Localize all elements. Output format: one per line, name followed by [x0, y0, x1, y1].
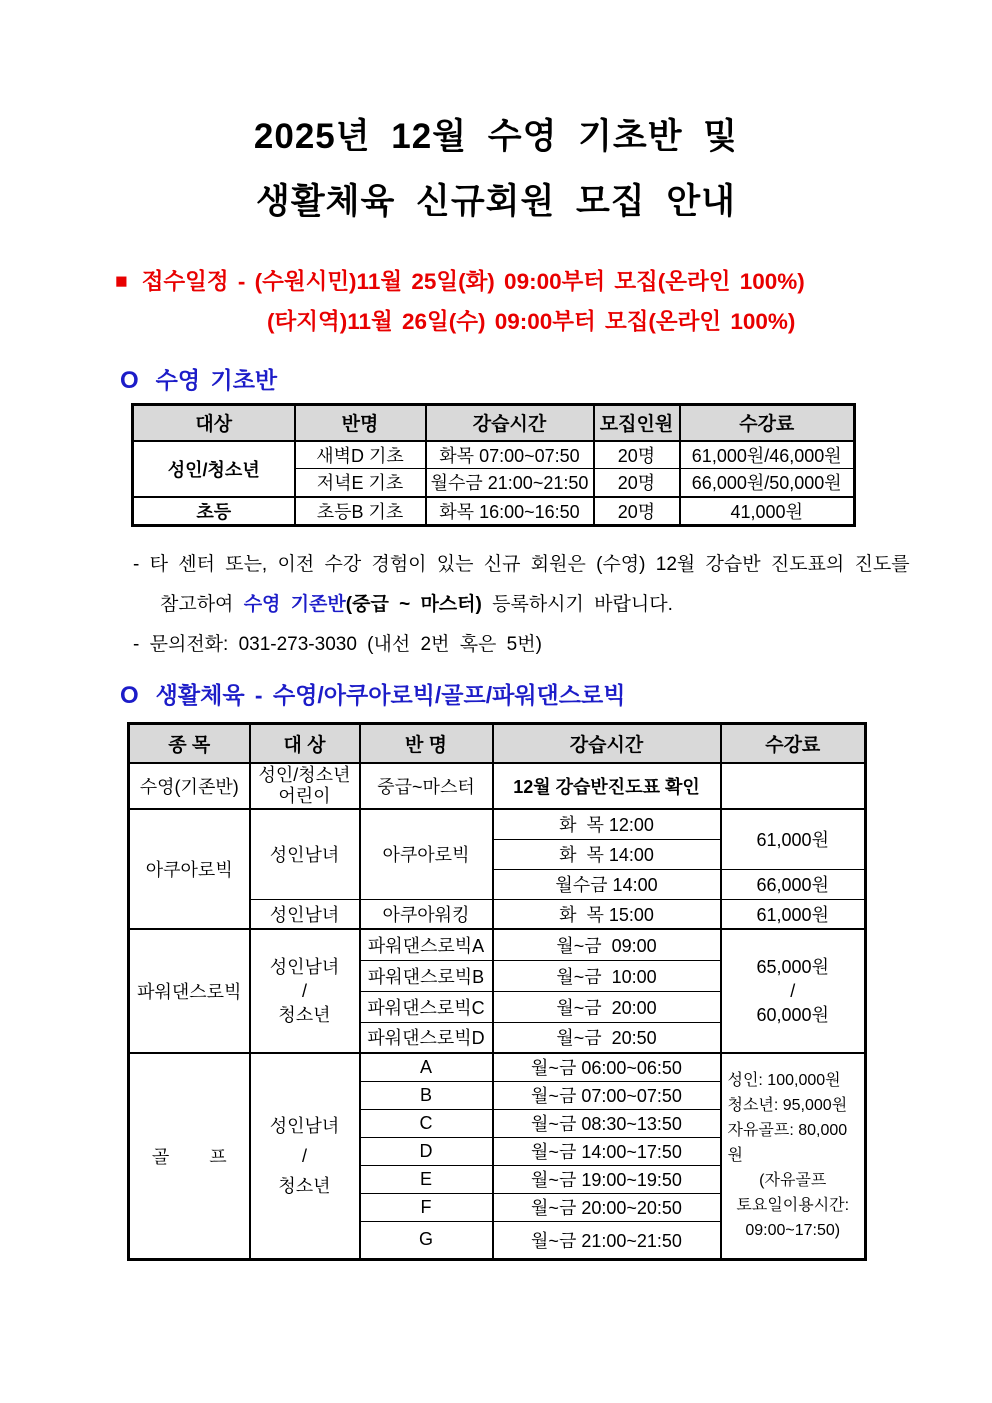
col-header-fee: 수강료	[721, 723, 866, 763]
cell-fee: 61,000원/46,000원	[680, 441, 855, 469]
notice-line-1-text: 접수일정 - (수원시민)11월 25일(화) 09:00부터 모집(온라인 100%)	[141, 269, 805, 294]
cell-target-line-2: /	[301, 1145, 307, 1166]
cell-fee: 66,000원	[721, 869, 866, 899]
cell-fee-empty	[721, 763, 866, 809]
cell-fee-line-2: 청소년: 95,000원	[727, 1097, 848, 1115]
cell-time: 화목 16:00~16:50	[426, 497, 594, 526]
section-marker-icon: O	[120, 681, 139, 709]
cell-class-name: 새벽D 기초	[295, 441, 426, 469]
cell-time: 월~금 20:00~20:50	[493, 1193, 721, 1221]
cell-time: 월~금 20:50	[493, 1022, 721, 1053]
notes-block	[0, 545, 992, 665]
cell-class-name: 초등B 기초	[295, 497, 426, 526]
cell-fee	[721, 929, 866, 1053]
cell-target-line-1: 성인남녀	[269, 957, 340, 977]
cell-class-name: 파워댄스로빅B	[360, 960, 493, 991]
notice-line-1	[115, 262, 992, 302]
cell-class-name: G	[360, 1221, 493, 1259]
cell-time: 화 목 15:00	[493, 899, 721, 929]
cell-time: 월~금 14:00~17:50	[493, 1137, 721, 1165]
table-header-row	[133, 405, 855, 441]
cell-sport: 수영(기존반)	[129, 763, 250, 809]
table-row-swim	[129, 763, 866, 809]
cell-class-name: 중급~마스터	[360, 763, 493, 809]
cell-fee-line-1: 65,000원	[756, 957, 829, 977]
cell-target-line-1: 성인남녀	[269, 1115, 340, 1136]
cell-fee-line-1: 성인: 100,000원	[727, 1072, 841, 1090]
note-line-2-bold: (중급 ~ 마스터)	[345, 593, 482, 615]
registration-notice	[0, 262, 992, 342]
cell-class-name: 아쿠아워킹	[360, 899, 493, 929]
cell-time: 월~금 08:30~13:50	[493, 1109, 721, 1137]
title-line-1: 2025년 12월 수영 기초반 및	[253, 117, 739, 156]
table-row	[133, 441, 855, 469]
cell-target	[250, 929, 360, 1053]
cell-time: 12월 강습반진도표 확인	[493, 763, 721, 809]
table-row-golf	[129, 1053, 866, 1081]
cell-fee-line-3: 자유골프: 80,000원	[727, 1122, 848, 1165]
cell-target-line-2: /	[301, 981, 307, 1001]
note-line-2-pre: 참고하여	[160, 593, 244, 615]
cell-class-name: C	[360, 1109, 493, 1137]
col-header-time: 강습시간	[493, 723, 721, 763]
col-header-class-name: 반 명	[360, 723, 493, 763]
sports-table	[127, 722, 867, 1261]
cell-target: 성인/청소년	[133, 441, 295, 497]
cell-time: 월~금 21:00~21:50	[493, 1221, 721, 1259]
section-title: 수영 기초반	[155, 367, 278, 393]
cell-fee-line-5: 토요일이용시간:	[736, 1197, 850, 1215]
cell-sport: 아쿠아로빅	[129, 809, 250, 929]
cell-target	[250, 1053, 360, 1259]
cell-time: 월~금 06:00~06:50	[493, 1053, 721, 1081]
note-line-2-highlight: 수영 기존반	[243, 593, 346, 615]
col-header-fee: 수강료	[680, 405, 855, 441]
section-title: 생활체육 - 수영/아쿠아로빅/골프/파워댄스로빅	[155, 681, 626, 708]
cell-class-name: 저녁E 기초	[295, 469, 426, 497]
cell-class-name: 파워댄스로빅A	[360, 929, 493, 960]
cell-fee-line-4: (자유골프	[759, 1172, 827, 1190]
cell-fee: 41,000원	[680, 497, 855, 526]
cell-target: 성인남녀	[250, 899, 360, 929]
cell-class-name: A	[360, 1053, 493, 1081]
cell-class-name: 파워댄스로빅D	[360, 1022, 493, 1053]
cell-time: 월~금 09:00	[493, 929, 721, 960]
cell-time: 화 목 12:00	[493, 809, 721, 839]
cell-time: 월수금 14:00	[493, 869, 721, 899]
col-header-time: 강습시간	[426, 405, 594, 441]
cell-capacity: 20명	[594, 497, 680, 526]
cell-fee-line-6: 09:00~17:50)	[745, 1222, 841, 1240]
section-marker-icon: O	[120, 367, 139, 394]
note-line-3-phone: - 문의전화: 031-273-3030 (내선 2번 혹은 5번)	[133, 633, 542, 655]
table-header-row	[129, 723, 866, 763]
cell-capacity: 20명	[594, 441, 680, 469]
cell-sport: 골 프	[129, 1053, 250, 1259]
col-header-target: 대 상	[250, 723, 360, 763]
cell-capacity: 20명	[594, 469, 680, 497]
note-line-2-post: 등록하시기 바랍니다.	[481, 593, 673, 615]
cell-time: 월~금 20:00	[493, 991, 721, 1022]
cell-target-line-1: 성인/청소년	[258, 765, 351, 785]
cell-time: 화 목 14:00	[493, 839, 721, 869]
col-header-class-name: 반명	[295, 405, 426, 441]
col-header-target: 대상	[133, 405, 295, 441]
cell-fee: 61,000원	[721, 899, 866, 929]
cell-class-name: F	[360, 1193, 493, 1221]
cell-time: 월수금 21:00~21:50	[426, 469, 594, 497]
cell-sport: 파워댄스로빅	[129, 929, 250, 1053]
cell-class-name: D	[360, 1137, 493, 1165]
cell-class-name: 파워댄스로빅C	[360, 991, 493, 1022]
notice-line-2: (타지역)11월 26일(수) 09:00부터 모집(온라인 100%)	[267, 309, 796, 334]
col-header-sport: 종 목	[129, 723, 250, 763]
cell-fee: 61,000원	[721, 809, 866, 869]
cell-target: 초등	[133, 497, 295, 526]
col-header-capacity: 모집인원	[594, 405, 680, 441]
cell-target-line-3: 청소년	[278, 1175, 331, 1196]
cell-target: 성인남녀	[250, 809, 360, 899]
table-row-aqua	[129, 809, 866, 839]
table-row-powerdance	[129, 929, 866, 960]
cell-class-name: E	[360, 1165, 493, 1193]
cell-time: 월~금 07:00~07:50	[493, 1081, 721, 1109]
cell-class-name: 아쿠아로빅	[360, 809, 493, 899]
table-row	[133, 497, 855, 526]
note-line-1: - 타 센터 또는, 이전 수강 경험이 있는 신규 회원은 (수영) 12월 강습반 진도표의 진도를	[133, 553, 910, 575]
cell-target-line-3: 청소년	[278, 1005, 331, 1025]
section-heading-swim-basic	[120, 364, 992, 397]
cell-time: 월~금 10:00	[493, 960, 721, 991]
section-heading-sports	[120, 679, 992, 712]
document-title	[0, 0, 992, 234]
cell-class-name: B	[360, 1081, 493, 1109]
cell-fee-line-3: 60,000원	[756, 1005, 829, 1025]
cell-time: 화목 07:00~07:50	[426, 441, 594, 469]
cell-target	[250, 763, 360, 809]
cell-fee	[721, 1053, 866, 1259]
swim-basic-table	[131, 403, 856, 527]
cell-target-line-2: 어린이	[278, 786, 331, 806]
cell-fee: 66,000원/50,000원	[680, 469, 855, 497]
cell-fee-line-2: /	[790, 981, 796, 1001]
note-line-2	[133, 585, 992, 625]
title-line-2: 생활체육 신규회원 모집 안내	[256, 182, 736, 221]
cell-time: 월~금 19:00~19:50	[493, 1165, 721, 1193]
red-square-bullet-icon: ■	[115, 270, 128, 293]
